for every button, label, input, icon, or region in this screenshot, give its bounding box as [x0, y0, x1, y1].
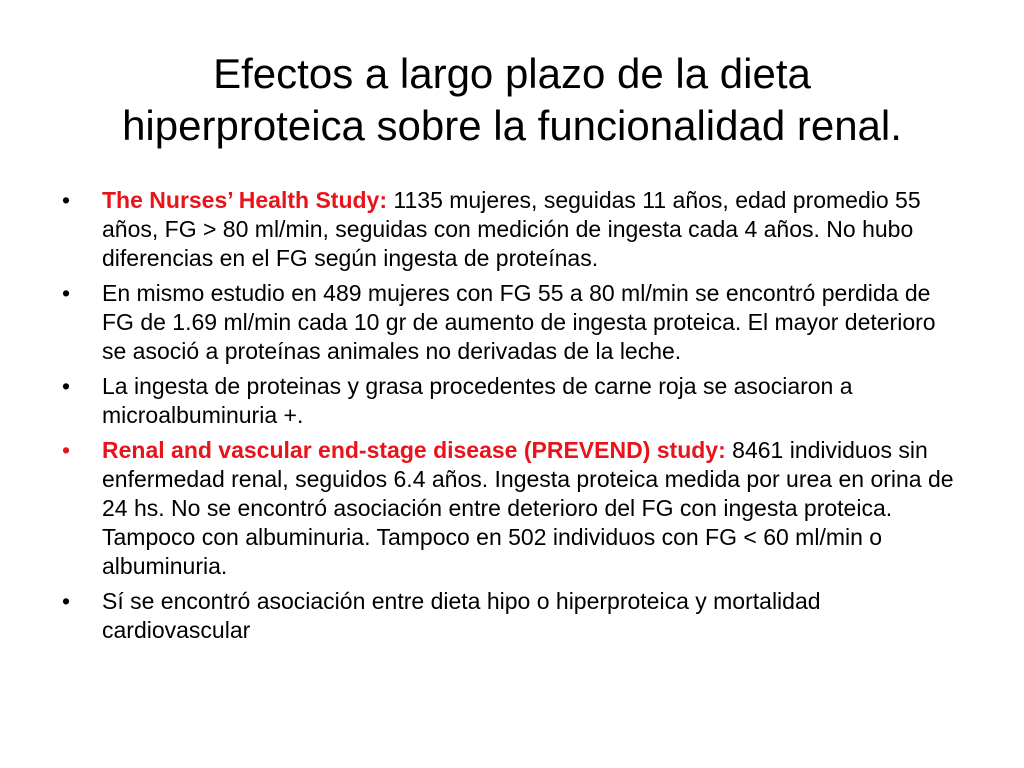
bullet-dot-icon: •: [62, 588, 71, 614]
bullet-lead-text: The Nurses’ Health Study:: [102, 187, 388, 213]
bullet-body-text: 1135 mujeres, seguidas 11 años, edad promedio 55 años, FG > 80 ml/min, seguidas con medición de ingesta cada 4 años. No hubo diferencias en el FG según ingesta de proteínas.: [102, 187, 921, 271]
bullet-dot-icon: •: [62, 187, 71, 213]
slide-title: [40, 48, 984, 152]
bullet-item-489-women: [62, 279, 962, 366]
slide-title-line-2: hiperproteica sobre la funcionalidad renal.: [122, 102, 902, 149]
bullet-body-text: Sí se encontró asociación entre dieta hipo o hiperproteica y mortalidad cardiovascular: [102, 588, 821, 643]
bullet-body-text: 8461 individuos sin enfermedad renal, seguidos 6.4 años. Ingesta proteica medida por urea en orina de 24 hs. No se encontró asociación entre deterioro del FG con ingesta proteica. Tampoco con albuminuria. Tampoco en 502 individuos con FG < 60 ml/min o albuminuria.: [102, 437, 954, 579]
bullet-item-red-meat: [62, 372, 962, 430]
bullet-dot-icon: •: [62, 280, 71, 306]
bullet-dot-icon: •: [62, 437, 71, 463]
bullet-item-prevend-study: [62, 436, 962, 581]
bullet-body-text: En mismo estudio en 489 mujeres con FG 55 a 80 ml/min se encontró perdida de FG de 1.69 ml/min cada 10 gr de aumento de ingesta proteica. El mayor deterioro se asoció a proteínas animales no derivadas de la leche.: [102, 280, 936, 364]
bullet-lead-text: Renal and vascular end-stage disease (PREVEND) study:: [102, 437, 726, 463]
bullet-item-nurses-health-study: [62, 186, 962, 273]
bullet-list: [62, 186, 962, 651]
bullet-item-cardiovascular-mortality: [62, 587, 962, 645]
bullet-body-text: La ingesta de proteinas y grasa procedentes de carne roja se asociaron a microalbuminuria +.: [102, 373, 853, 428]
slide-title-line-1: Efectos a largo plazo de la dieta: [213, 50, 811, 97]
bullet-dot-icon: •: [62, 373, 71, 399]
